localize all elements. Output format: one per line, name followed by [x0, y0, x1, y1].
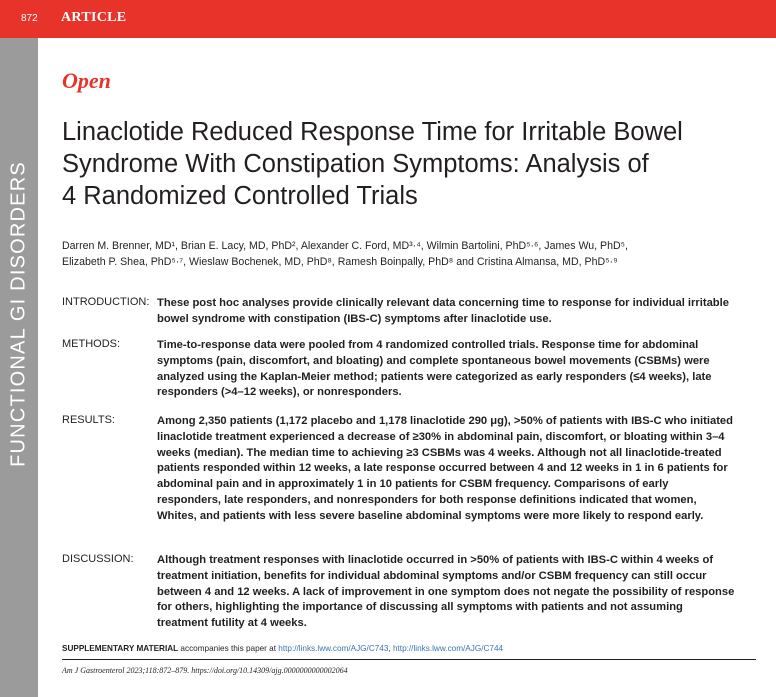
results-text: Among 2,350 patients (1,172 placebo and 1,178 linaclotide 290 μg), >50% of patients with IBS-C who initiated linaclotide treatment experienced a decrease of ≥30% in abdominal pain, discomfort, or bloating within 3–4 weeks (median). The median time to achieving ≥3 CSBMs was 4 weeks. Although not all linaclotide-treated patients responded within 12 weeks, a late response occurred between 4 and 12 weeks in 1 in 6 patients for abdominal pain and in approximately 1 in 10 patients for CSBM frequency. Comparisons of early responders, late responders, and nonresponders for both response definitions indicated that women, Whites, and patients with less severe baseline abdominal symptoms were more likely to respond early. — [157, 415, 733, 522]
results-label: RESULTS: — [62, 414, 115, 426]
title-line: Syndrome With Constipation Symptoms: Analysis of — [62, 150, 649, 178]
supplementary-separator: , — [388, 644, 393, 653]
author-list — [62, 238, 762, 270]
discussion-text: Although treatment responses with linaclotide occurred in >50% of patients with IBS-C within 4 weeks of treatment initiation, benefits for individual abdominal symptoms and/or CSBM frequency can still occur between 4 and 12 weeks. A lack of improvement in one symptom does not negate the possibility of response for others, highlighting the importance of discussing all symptoms with patients and not assuming treatment futility at 4 weeks. — [157, 554, 735, 630]
article-title — [62, 116, 762, 212]
supplementary-link-2[interactable]: http://links.lww.com/AJG/C744 — [392, 644, 504, 653]
section-label: ARTICLE — [61, 10, 127, 25]
methods-label: METHODS: — [62, 338, 121, 350]
title-line: 4 Randomized Controlled Trials — [62, 182, 418, 210]
supplementary-note — [62, 644, 503, 653]
title-line: Linaclotide Reduced Response Time for Irritable Bowel — [62, 118, 683, 146]
header-bar — [0, 0, 776, 38]
supplementary-link-1[interactable]: http://links.lww.com/AJG/C743 — [278, 644, 389, 653]
supplementary-label: SUPPLEMENTARY MATERIAL — [62, 644, 179, 653]
open-access-label: Open — [62, 68, 111, 93]
page-number: 872 — [21, 13, 38, 24]
category-label: FUNCTIONAL GI DISORDERS — [7, 161, 30, 467]
citation: Am J Gastroenterol 2023;118:872–879. https://doi.org/10.14309/ajg.0000000000002064 — [62, 666, 348, 675]
methods-text: Time-to-response data were pooled from 4 randomized controlled trials. Response time for abdominal symptoms (pain, discomfort, and bloating) and complete spontaneous bowel movements (CSBMs) were analyzed using the Kaplan-Meier method; patients were categorized as early responders (≤4 weeks), late responders (>4–12 weeks), or nonresponders. — [157, 339, 712, 399]
introduction-label: INTRODUCTION: — [62, 296, 150, 308]
discussion-label: DISCUSSION: — [62, 553, 134, 565]
supplementary-text: accompanies this paper at — [178, 644, 279, 653]
category-sidebar — [0, 38, 38, 697]
divider — [62, 659, 756, 660]
author-line: Darren M. Brenner, MD¹, Brian E. Lacy, MD, PhD², Alexander C. Ford, MD³·⁴, Wilmin Bartolini, PhD⁵·⁶, James Wu, PhD⁵, — [62, 240, 628, 252]
introduction-text: These post hoc analyses provide clinically relevant data concerning time to response for individual irritable bowel syndrome with constipation (IBS-C) symptoms after linaclotide use. — [157, 297, 729, 325]
author-line: Elizabeth P. Shea, PhD⁵·⁷, Wieslaw Bochenek, MD, PhD⁸, Ramesh Boinpally, PhD⁸ and Cristina Almansa, MD, PhD⁵·⁹ — [62, 256, 618, 268]
